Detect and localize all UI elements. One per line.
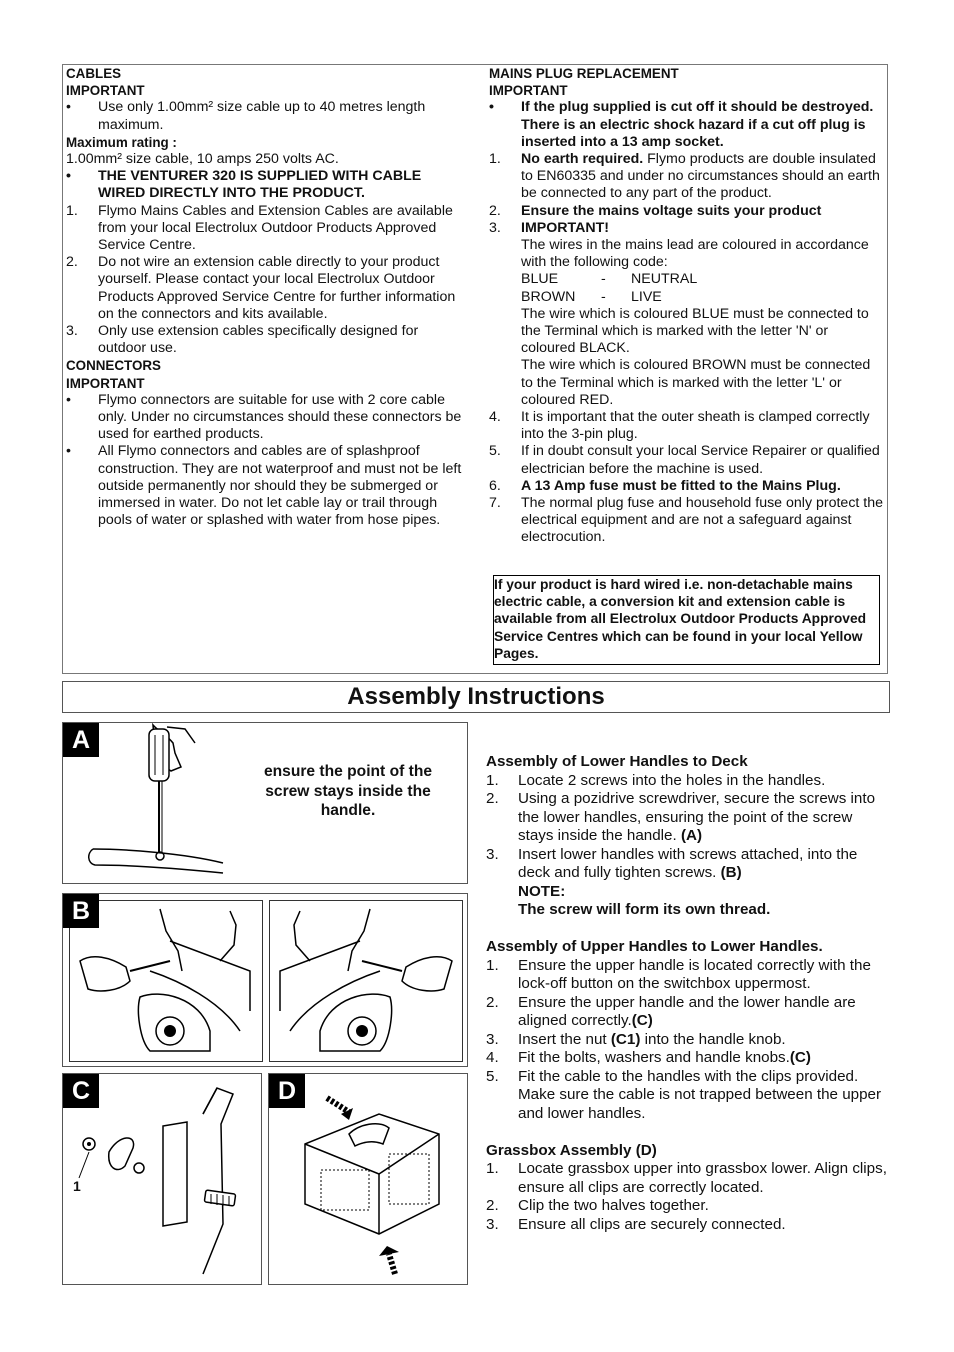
max-rating-value: 1.00mm² size cable, 10 amps 250 volts AC. (66, 151, 339, 168)
connectors-important: IMPORTANT (66, 375, 145, 391)
list-item: 3. Insert the nut (C1) into the handle knob. (486, 1030, 786, 1048)
list-item: 2. Do not wire an extension cable directly to your product yourself. Please contact your local Electrolux Outdoor Products Approved Service Centre for further information on the connectors and kits available. (66, 254, 456, 322)
list-item: 5. If in doubt consult your local Service Repairer or qualified electrician before the machine is used. (489, 443, 880, 477)
upper-handles-heading: Assembly of Upper Handles to Lower Handles. (486, 938, 823, 955)
list-item: 4. Fit the bolts, washers and handle knobs.(C) (486, 1049, 811, 1066)
list-item: 2. Using a pozidrive screwdriver, secure the screws into the lower handles, ensuring the point of the screw stays inside the handle. (A) (486, 790, 876, 844)
list-item: 3. IMPORTANT! (489, 219, 609, 236)
wire-code-brown: BROWN - LIVE (521, 288, 662, 305)
grassbox-heading: Grassbox Assembly (D) (486, 1141, 657, 1159)
list-item: • Use only 1.00mm² size cable up to 40 metres length maximum. (66, 99, 426, 133)
cables-column (66, 65, 466, 529)
figure-a-label: A (63, 723, 99, 757)
max-rating-label: Maximum rating : (66, 134, 177, 150)
list-item: 2. Clip the two halves together. (486, 1197, 709, 1214)
brown-wire-text: The wire which is coloured BROWN must be connected to the Terminal which is marked with the letter 'L' or coloured RED. (521, 357, 871, 408)
list-item: 5. Fit the cable to the handles with the clips provided. Make sure the cable is not trapped between the upper and lower handles. (486, 1067, 882, 1122)
blue-wire-text: The wire which is coloured BLUE must be connected to the Terminal which is marked with the letter 'N' or coloured BLACK. (521, 305, 869, 357)
lower-handles-heading: Assembly of Lower Handles to Deck (486, 753, 748, 770)
note-text: The screw will form its own thread. (518, 901, 771, 918)
figure-b (62, 893, 468, 1067)
hard-wired-notice: If your product is hard wired i.e. non-detachable mains electric cable, a conversion kit and extension cable is available from all Electrolux Outdoor Products Approved Service Centres which can be found in your local Yellow Pages. (493, 575, 880, 665)
list-item: 2. Ensure the upper handle and the lower handle are aligned correctly.(C) (486, 993, 856, 1029)
figure-c-callout: 1 (73, 1178, 81, 1194)
list-item: 1. Flymo Mains Cables and Extension Cables are available from your local Electrolux Outdoor Products Approved Service Centre. (66, 202, 453, 254)
list-item: 3. Ensure all clips are securely connected. (486, 1215, 786, 1233)
figure-d (268, 1073, 468, 1285)
list-item: 7. The normal plug fuse and household fuse only protect the electrical equipment and are not a safeguard against electrocution. (489, 495, 884, 546)
list-item: 1. No earth required. Flymo products are double insulated to EN60335 and under no circumstances should an earth be connected to any part of the product. (489, 151, 880, 202)
figure-c-label: C (63, 1074, 99, 1108)
plug-warning: • If the plug supplied is cut off it should be destroyed. There is an electric shock hazard if a cut off plug is inserted into a 13 amp socket. (489, 99, 874, 150)
figure-d-label: D (269, 1074, 305, 1108)
figure-a (62, 722, 468, 884)
handle-deck-illustration (270, 901, 462, 1061)
wire-code-blue: BLUE - NEUTRAL (521, 271, 698, 288)
assembly-instructions (486, 753, 888, 1234)
list-item: 1. Locate grassbox upper into grassbox lower. Align clips, ensure all clips are correctly located. (486, 1160, 887, 1196)
list-item: 3. Insert lower handles with screws attached, into the deck and fully tighten screws. (B) (486, 845, 858, 881)
plug-column (489, 65, 886, 547)
note-label: NOTE: (518, 882, 566, 900)
figure-b-right (269, 900, 463, 1062)
assembly-title: Assembly Instructions (62, 681, 890, 713)
list-item: 3. Only use extension cables specifically designed for outdoor use. (66, 323, 419, 357)
figure-b-label: B (63, 894, 99, 928)
cables-important: IMPORTANT (66, 83, 145, 99)
list-item: 6. A 13 Amp fuse must be fitted to the Mains Plug. (489, 477, 841, 494)
list-item: 4. It is important that the outer sheath is clamped correctly into the 3-pin plug. (489, 409, 870, 443)
list-item: 2. Ensure the mains voltage suits your product (489, 202, 822, 219)
list-item: 1. Ensure the upper handle is located correctly with the lock-off button on the switchbox uppermost. (486, 956, 871, 992)
list-item: • All Flymo connectors and cables are of splashproof construction. They are not waterproof and must not be left outside permanently nor should they be submerged or immersed in water. Do not let cable lay or trail through pools of water or splashed with water from hose pipes. (66, 443, 462, 529)
figure-a-caption: ensure the point of the screw stays inside the handle. (263, 763, 433, 819)
list-item: 1. Locate 2 screws into the holes in the handles. (486, 771, 826, 789)
cables-heading: CABLES (66, 66, 122, 81)
list-item: • Flymo connectors are suitable for use with 2 core cable only. Under no circumstances should these connectors be used for earthed products. (66, 391, 462, 443)
plug-heading: MAINS PLUG REPLACEMENT (489, 66, 679, 81)
venturer-note: • THE VENTURER 320 IS SUPPLIED WITH CABLE WIRED DIRECTLY INTO THE PRODUCT. (66, 168, 422, 202)
connectors-heading: CONNECTORS (66, 358, 161, 374)
plug-important: IMPORTANT (489, 83, 568, 99)
figure-c (62, 1073, 262, 1285)
wire-code-intro: The wires in the mains lead are coloured in accordance with the following code: (521, 237, 869, 271)
